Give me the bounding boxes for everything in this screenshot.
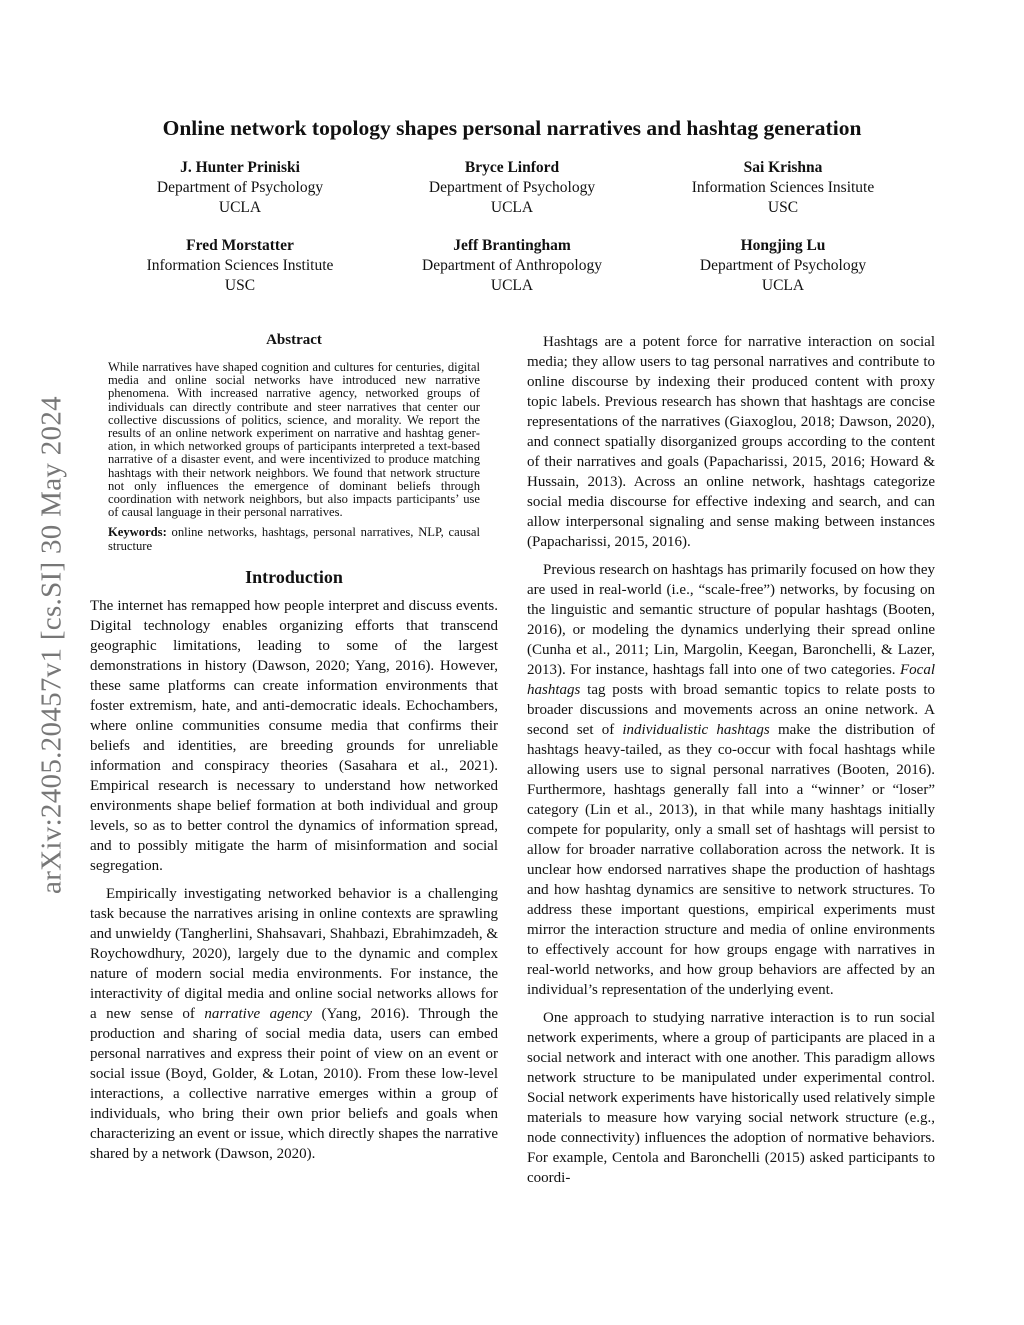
- author-block: [90, 158, 390, 218]
- left-column: [90, 332, 498, 1172]
- abstract-text: While narratives have shaped cognition and cultures for centuries, digital media and online social networks have introduced new narrative phenomena. With increased narrative agency, networked groups of individuals can directly contribute and steer narratives that center our collective discussions of politics, science, and morality. We report the results of an online network experiment on narrative and hashtag generation, in which networked groups of participants interpreted a text-based narrative of a disaster event, and were incentivized to produce matching hashtags with their network neighbors. We found that network structure not only influences the emergence of dominant beliefs through coordination with network neighbors, but also impacts participants’ use of causal language in their personal narratives.: [108, 360, 480, 520]
- keywords: [108, 525, 480, 553]
- author-name: Bryce Linford: [464, 159, 560, 176]
- author-institution: USC: [224, 277, 256, 294]
- introduction-heading: Introduction: [245, 567, 343, 588]
- author-department: Department of Anthropology: [422, 257, 602, 274]
- abstract-heading: Abstract: [266, 332, 322, 348]
- author-institution: UCLA: [218, 199, 262, 216]
- author-department: Department of Psychology: [156, 179, 324, 196]
- emphasis-term: Focal hashtags: [527, 662, 935, 698]
- intro-paragraph: The internet has remapped how people interpret and discuss events. Digital technology enables organizing efforts that transcend geographic limitations, leading to some of the largest demonstrations in history (Dawson, 2020; Yang, 2016). However, these same platforms can create information environments that foster extremism, hate, and anti-democratic ideals. Echochambers, where online communities consume media that confirms their beliefs and identities, are breeding grounds for unreliable information and conspiracy theories (Sasahara et al., 2021). Empirical research is necessary to understand how networked environments shape belief formation at both individual and group levels, so as to better control the dynamics of information spread, and to possibly mitigate the harm of misinformation and social segregation.: [90, 598, 498, 875]
- author-block: [633, 236, 933, 296]
- body-paragraph: One approach to studying narrative interaction is to run social network experiments, where a group of participants are placed in a social network and interact with one another. This paradigm allows network structure to be manipulated under experimental control. Social network experiments have historically used relatively simple materials to measure how varying social network structure (e.g., node connectivity) influences the adoption of normative behaviors. For example, Centola and Baronchelli (2015) asked participants to coordi-: [527, 1010, 935, 1186]
- text-run: (Yang, 2016). Through the production and sharing of social media data, users can embed personal narratives and express their point of view on an event or social issue (Boyd, Golder, & Lotan, 2010). From these low-level interactions, a collective narrative emerges within a group of individuals, who bring their own prior beliefs and goals when characterizing an event or issue, which directly shapes the narrative shared by a network (Dawson, 2020).: [90, 1006, 498, 1163]
- author-block: [362, 158, 662, 218]
- author-institution: UCLA: [761, 277, 805, 294]
- author-institution: UCLA: [490, 199, 534, 216]
- text-run: make the distribution of hashtags heavy-tailed, as they co-occur with focal hashtags while allowing users use to signal personal narratives (Booten, 2016). Furthermore, hashtags generally fall into a “winner’ or “loser” category (Lin et al., 2013), in that while many hashtags initially compete for popularity, only a small set of hashtags will persist to allow for broader narrative collaboration across the network. It is unclear how endorsed narratives shape the production of hashtags and how hashtag dynamics are sensitive to network structures. To address these important questions, empirical experiments must mirror the interaction structure and media of online environments to effectively account for how groups engage with narratives in real-world networks, and how group behaviors are affected by an individual’s representation of the underlying event.: [527, 722, 935, 998]
- author-institution: USC: [767, 199, 799, 216]
- author-name: Fred Morstatter: [186, 237, 294, 254]
- text-run: tag posts with broad semantic topics to relate posts to broader discussions and movements across an onine network. A second set of: [527, 682, 935, 738]
- emphasis-term: narrative agency: [204, 1006, 313, 1023]
- arxiv-identifier: arXiv:2405.20457v1 [cs.SI] 30 May 2024: [35, 396, 68, 894]
- author-block: [90, 236, 390, 296]
- body-paragraph: Hashtags are a potent force for narrative interaction on social media; they allow users to tag personal narratives and contribute to online discourse by indexing their produced content with proxy topic labels. Previous research has shown that hashtags are concise representations of the narratives (Giaxoglou, 2018; Dawson, 2020), and connect spatially disorganized groups according to the content of their narratives and goals (Papacharissi, 2015, 2016; Howard & Hussain, 2013). Across an online network, hashtags categorize social media discourse for effective indexing and search, and can allow interpersonal signaling and sense making between instances (Papacharissi, 2015, 2016).: [527, 334, 935, 550]
- author-department: Information Sciences Insitute: [691, 179, 875, 196]
- keywords-label: Keywords:: [108, 525, 167, 540]
- keywords-list: online networks, hashtags, personal narratives, NLP, causal structure: [108, 525, 480, 554]
- paper-title: Online network topology shapes personal narratives and hashtag generation: [162, 116, 862, 140]
- intro-paragraph: [90, 884, 498, 1164]
- author-department: Department of Psychology: [428, 179, 596, 196]
- right-column: [527, 332, 935, 1196]
- text-run: Empirically investigating networked behavior is a challenging task because the narratives arising in online contexts are sprawling and unwieldy (Tangherlini, Shahsavari, Shahbazi, Ebrahimzadeh, & Roychowdhury, 2020), largely due to the dynamic and complex nature of modern social media environments. For instance, the interactivity of digital media and online social networks allows for a new sense of: [90, 886, 498, 1023]
- author-name: Jeff Brantingham: [453, 237, 571, 254]
- author-name: J. Hunter Priniski: [180, 159, 300, 176]
- author-name: Sai Krishna: [743, 159, 823, 176]
- text-run: Previous research on hashtags has primarily focused on how they are used in real-world (i.e., “scale-free”) networks, by focusing on the linguistic and semantic structure of popular hashtags (Booten, 2016), or modeling the dynamics underlying their spread online (Cunha et al., 2011; Lin, Margolin, Keegan, Baronchelli, & Lazer, 2013). For instance, hashtags fall into one of two categories.: [527, 562, 935, 678]
- author-department: Department of Psychology: [699, 257, 867, 274]
- body-paragraph: [527, 560, 935, 1000]
- author-block: [362, 236, 662, 296]
- emphasis-term: individualistic hashtags: [622, 722, 770, 738]
- author-institution: UCLA: [490, 277, 534, 294]
- author-block: [633, 158, 933, 218]
- author-department: Information Sciences Institute: [146, 257, 334, 274]
- author-name: Hongjing Lu: [740, 237, 826, 254]
